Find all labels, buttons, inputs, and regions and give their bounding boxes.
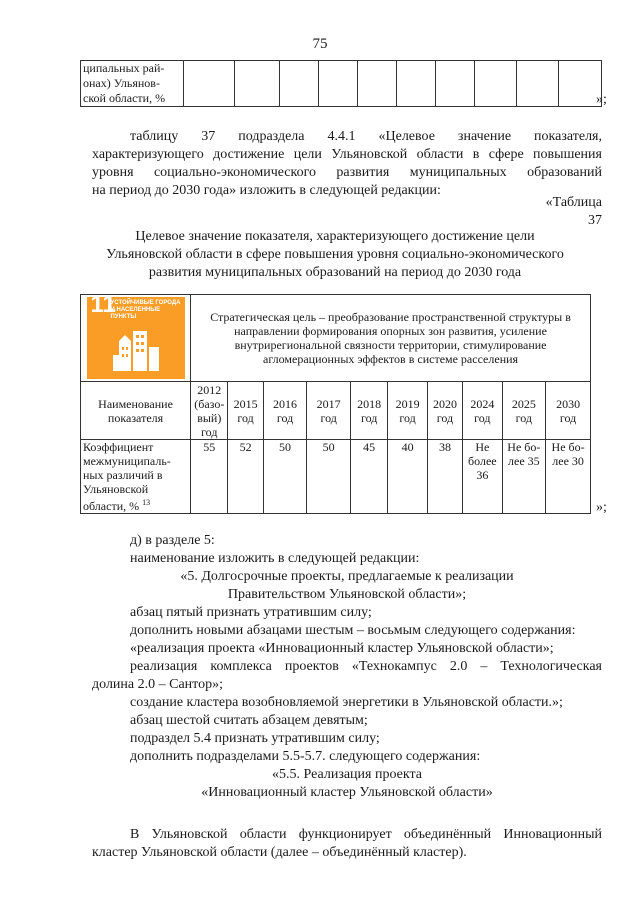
section-line: абзац шестой считать абзацем девятым;: [130, 713, 368, 728]
indicator-name-text: Коэффициент межмуниципаль-ных различий в Ульяновской области, %: [83, 440, 171, 513]
header-year: 2016 год: [263, 382, 307, 440]
indicator-value: 50: [263, 440, 307, 514]
table-title-line-1: Целевое значение показателя, характеризующего достижение цели: [135, 229, 535, 244]
header-year: 2012 (базо-вый) год: [191, 382, 228, 440]
header-year: 2030 год: [546, 382, 591, 440]
indicator-value: 55: [191, 440, 228, 514]
sdg-title: УСТОЙЧИВЫЕ ГОРОДА И НАСЕЛЕННЫЕ ПУНКТЫ: [110, 300, 181, 320]
continuation-table: [80, 60, 602, 107]
section-line: «Инновационный кластер Ульяновской области»: [201, 785, 493, 800]
indicator-row-name: [81, 440, 191, 514]
section-line: дополнить подразделами 5.5-5.7. следующего содержания:: [130, 749, 481, 764]
section-line: абзац пятый признать утратившим силу;: [130, 605, 372, 620]
header-year: 2024 год: [463, 382, 502, 440]
final-line-2: кластер Ульяновской области (далее – объединённый кластер).: [92, 845, 467, 860]
header-year: 2017 год: [307, 382, 351, 440]
section-line: подраздел 5.4 признать утратившим силу;: [130, 731, 380, 746]
header-year: 2020 год: [427, 382, 462, 440]
section-line: «5.5. Реализация проекта: [272, 767, 422, 782]
section-line: Правительством Ульяновской области»;: [227, 587, 467, 602]
header-year: 2018 год: [350, 382, 387, 440]
header-indicator-name: Наименование показателя: [81, 382, 191, 440]
table-title-line-3: развития муниципальных образований на период до 2030 года: [148, 265, 522, 280]
indicator-value: 52: [228, 440, 263, 514]
section-line: наименование изложить в следующей редакции:: [130, 551, 420, 566]
city-buildings-icon: [87, 291, 185, 379]
table-label: «Таблица 37: [545, 195, 602, 228]
strategic-goal: Стратегическая цель – преобразование пространственной структуры в направлении формирования опорных зон развития, усиление внутрирегиональной связности территории, стимулирование агломерационных эффектов в системе расселения: [191, 295, 591, 382]
section-line: создание кластера возобновляемой энергетики в Ульяновской области.»;: [130, 695, 563, 710]
section-line: реализация комплекса проектов «Технокампус 2.0 – Технологическая: [130, 659, 602, 674]
table-closing-mark: »;: [596, 500, 607, 515]
indicator-value: Не бо-лее 35: [502, 440, 546, 514]
continuation-row-label: ципальных рай-онах) Ульянов-ской области, %: [81, 61, 184, 107]
section-line: дополнить новыми абзацами шестым – восьмым следующего содержания:: [130, 623, 576, 638]
intro-line-3: уровня социально-экономического развития муниципальных образований: [92, 165, 602, 180]
indicator-value: 40: [388, 440, 427, 514]
sdg-11-badge: [87, 291, 185, 379]
table-title-line-2: Ульяновской области в сфере повышения уровня социально-экономического: [106, 247, 564, 262]
sdg-number: 11: [90, 291, 116, 318]
intro-line-2: характеризующего достижение цели Ульяновской области в сфере повышения: [92, 147, 602, 162]
intro-line-1: таблицу 37 подраздела 4.4.1 «Целевое значение показателя,: [130, 129, 602, 144]
indicator-value: Не более 36: [463, 440, 502, 514]
section-line: «5. Долгосрочные проекты, предлагаемые к реализации: [180, 569, 514, 584]
indicator-value: Не бо-лее 30: [546, 440, 591, 514]
section-line: долина 2.0 – Сантор»;: [92, 677, 223, 692]
footnote-marker: 13: [142, 498, 151, 507]
section-line: «реализация проекта «Инновационный кластер Ульяновской области»;: [130, 641, 554, 656]
header-year: 2025 год: [502, 382, 546, 440]
indicator-table: [80, 291, 591, 514]
indicator-value: 38: [427, 440, 462, 514]
page-number: 75: [312, 36, 328, 52]
section-line: д) в разделе 5:: [130, 533, 215, 548]
indicator-value: 45: [350, 440, 387, 514]
indicator-value: 50: [307, 440, 351, 514]
header-year: 2015 год: [228, 382, 263, 440]
final-line-1: В Ульяновской области функционирует объединённый Инновационный: [130, 827, 602, 842]
header-year: 2019 год: [388, 382, 427, 440]
intro-line-4: на период до 2030 года» изложить в следующей редакции:: [92, 183, 441, 198]
closing-mark: »;: [596, 92, 607, 107]
sdg-badge-cell: [81, 291, 191, 382]
